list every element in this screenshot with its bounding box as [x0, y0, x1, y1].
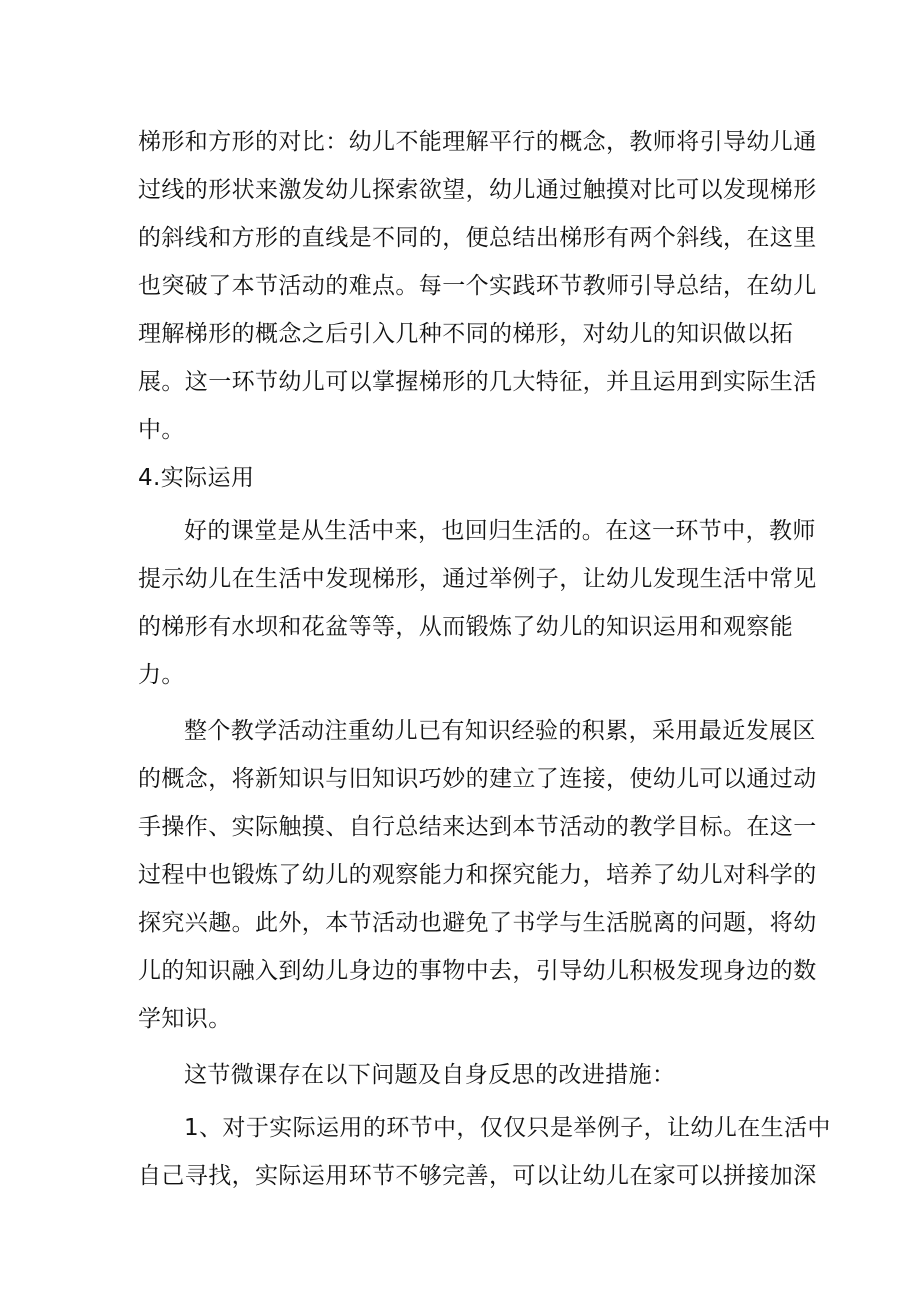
text-line: 理解梯形的概念之后引入几种不同的梯形，对幼儿的知识做以拓	[138, 321, 794, 347]
text-line: 整个教学活动注重幼儿已有知识经验的积累，采用最近发展区	[184, 718, 816, 744]
text-line: 的梯形有水坝和花盆等等，从而锻炼了幼儿的知识运用和观察能	[138, 614, 794, 640]
paragraph-practical-use	[138, 507, 817, 699]
text-line: 过程中也锻炼了幼儿的观察能力和探究能力，培养了幼儿对科学的	[138, 862, 817, 888]
text-line: 的斜线和方形的直线是不同的，便总结出梯形有两个斜线，在这里	[138, 225, 817, 251]
text-line: 展。这一环节幼儿可以掌握梯形的几大特征，并且运用到实际生活	[138, 369, 817, 395]
paragraph-reflection-intro: 这节微课存在以下问题及自身反思的改进措施：	[184, 1062, 676, 1088]
text-line: 梯形和方形的对比：幼儿不能理解平行的概念，教师将引导幼儿通	[138, 129, 817, 155]
text-line: 自己寻找，实际运用环节不够完善，可以让幼儿在家可以拼接加深	[138, 1163, 817, 1189]
text-line: 手操作、实际触摸、自行总结来达到本节活动的教学目标。在这一	[138, 814, 817, 840]
text-line: 好的课堂是从生活中来，也回归生活的。在这一环节中，教师	[184, 518, 816, 544]
text-line: 学知识。	[138, 1006, 232, 1032]
section-heading: 4.实际运用	[138, 465, 255, 491]
paragraph-trapezoid-comparison	[138, 118, 817, 454]
text-line: 探究兴趣。此外，本节活动也避免了书学与生活脱离的问题，将幼	[138, 910, 817, 936]
text-line: 儿的知识融入到幼儿身边的事物中去，引导幼儿积极发现身边的数	[138, 958, 817, 984]
text-line: 1、对于实际运用的环节中，仅仅只是举例子，让幼儿在生活中	[184, 1115, 831, 1141]
text-line: 提示幼儿在生活中发现梯形，通过举例子，让幼儿发现生活中常见	[138, 566, 817, 592]
paragraph-activity-summary	[138, 707, 817, 1043]
text-line: 中。	[138, 417, 185, 443]
paragraph-reflection-item-1	[138, 1104, 831, 1200]
text-line: 过线的形状来激发幼儿探索欲望，幼儿通过触摸对比可以发现梯形	[138, 177, 817, 203]
text-line: 力。	[138, 662, 185, 688]
text-line: 也突破了本节活动的难点。每一个实践环节教师引导总结，在幼儿	[138, 273, 817, 299]
text-line: 的概念，将新知识与旧知识巧妙的建立了连接，使幼儿可以通过动	[138, 766, 817, 792]
document-body	[138, 118, 831, 1200]
